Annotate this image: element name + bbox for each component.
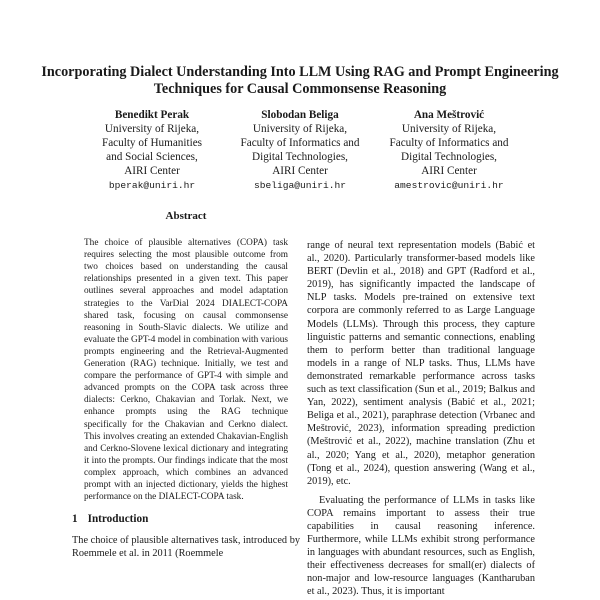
author-name: Benedikt Perak [114, 109, 190, 121]
author-affiliation-line: University of Rijeka, [252, 123, 348, 135]
right-column [307, 239, 535, 599]
author-affiliation-line: Faculty of Humanities [101, 137, 203, 149]
author-affiliation-line: and Social Sciences, [106, 151, 198, 163]
author-block-beliga [220, 108, 380, 193]
author-name: Slobodan Beliga [261, 109, 339, 121]
abstract-heading: Abstract [165, 210, 207, 222]
author-affiliation-line: Digital Technologies, [401, 151, 497, 163]
abstract-text: The choice of plausible alternatives (COPA) task requires selecting the most plausible outcome from two choices based on understanding the causal relationships presented in a given text. This paper outlines several approaches and model adaptation strategies to the VarDial 2024 DIALECT-COPA shared task, focusing on causal commonsense reasoning in South-Slavic dialects. We utilize and evaluate the GPT-4 model in combination with various prompts engineering and the Retrieval-Augmented Generation (RAG) technique. Initially, we test and compare the performance of GPT-4 with simple and advanced prompts on the COPA task across three dialects: Cerkno, Chakavian and Torlak. Next, we enhance prompts using the RAG technique specifically for the Chakavian and Cerkno dialect. This involves creating an extended Chakavian-English and Cerkno-Slovene lexical dictionary and integrating it into the prompts. Our findings indicate that the most complex approach, which combines an advanced prompt with an injected dictionary, yields the highest performance on the DIALECT-COPA task. [84, 238, 288, 503]
body-paragraph: Evaluating the performance of LLMs in tasks like COPA remains important to assess their true capabilities in causal reasoning inference. Furthermore, while LLMs exhibit strong performance in languages with abundant resources, such as English, their effectiveness decreases for small(er) dialects of non-major and low-resource languages (Kantharuban et al., 2023). Thus, it is important [307, 494, 535, 598]
author-email: sbeliga@uniri.hr [253, 180, 347, 191]
author-affiliation-line: University of Rijeka, [401, 123, 497, 135]
author-affiliation-line: University of Rijeka, [104, 123, 200, 135]
author-affiliation-line: AIRI Center [421, 165, 477, 177]
section-heading [72, 513, 300, 526]
author-affiliation-line: AIRI Center [124, 165, 180, 177]
author-email: amestrovic@uniri.hr [394, 180, 504, 191]
author-email: bperak@uniri.hr [108, 180, 196, 191]
left-column [72, 210, 300, 560]
author-affiliation-line: Faculty of Informatics and [389, 137, 509, 149]
author-block-perak [72, 108, 232, 193]
section-title: Introduction [87, 513, 149, 526]
author-affiliation-line: AIRI Center [272, 165, 328, 177]
intro-paragraph: The choice of plausible alternatives task, introduced by Roemmele et al. in 2011 (Roemmele [72, 535, 300, 560]
body-paragraph: range of neural text representation models (Babić et al., 2020). Particularly transformer-based models like BERT (Devlin et al., 2018) and GPT (Radford et al., 2019), has significantly impacted the landscape of NLP tasks. Models pre-trained on extensive text corpora are commonly referred to as Large Language Models (LLMs). Through this process, they capture linguistic patterns and semantic connections, enabling them to perform better than traditional language models in a range of NLP tasks. Thus, LLMs have demonstrated remarkable performance across tasks such as text classification (Sun et al., 2019; Balkus and Yan, 2022), sentiment analysis (Babić et al., 2021; Beliga et al., 2021), paraphrase detection (Vrbanec and Meštrović, 2023), information spreading prediction (Meštrović et al., 2022), machine translation (Zhu et al., 2020; Yang et al., 2020), metaphor generation (Tong et al., 2024), question answering (Wang et al., 2019), etc. [307, 240, 535, 487]
author-name: Ana Meštrović [413, 109, 485, 121]
author-affiliation-line: Digital Technologies, [252, 151, 348, 163]
section-number: 1 [72, 513, 78, 526]
paper-title: Incorporating Dialect Understanding Into LLM Using RAG and Prompt Engineering Techniques for Causal Commonsense Reasoning [41, 64, 559, 97]
author-block-mestrovic [369, 108, 529, 193]
author-affiliation-line: Faculty of Informatics and [240, 137, 360, 149]
